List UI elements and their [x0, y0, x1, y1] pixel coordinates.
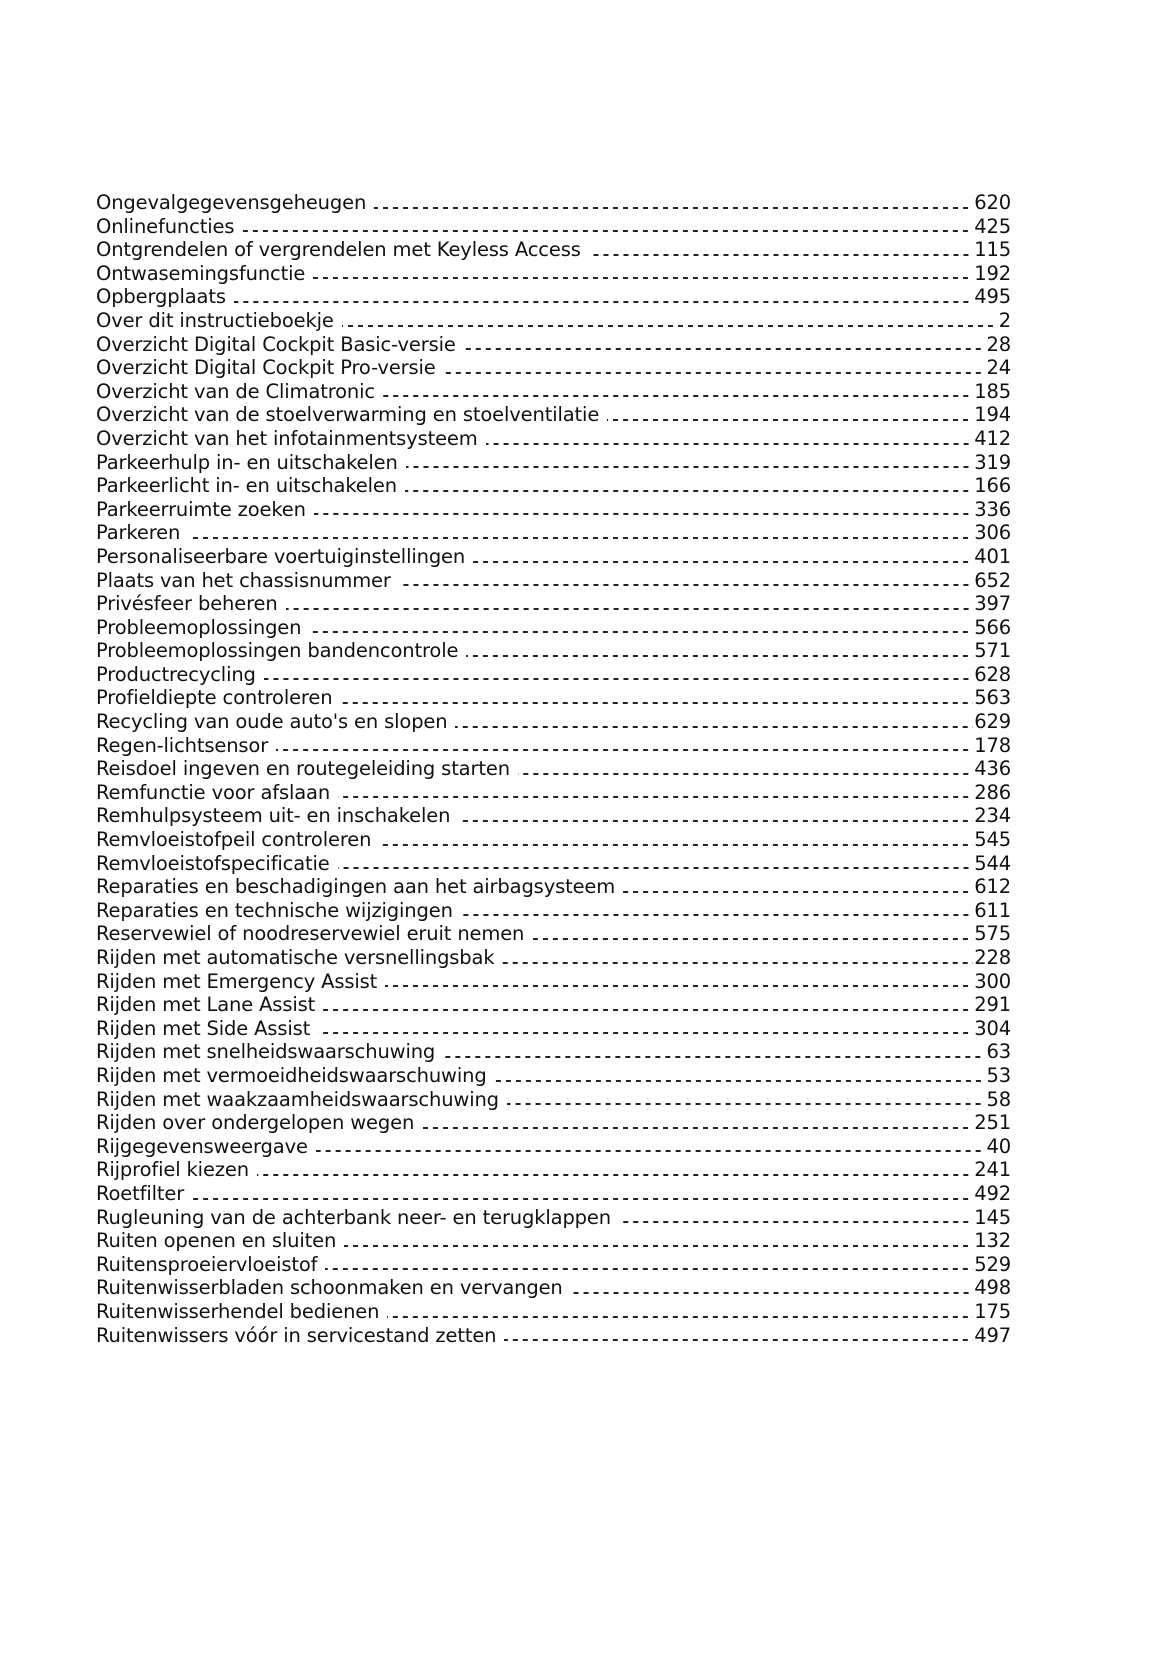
index-entry-label: Parkeerlicht in- en uitschakelen	[96, 474, 397, 498]
index-entry-page-number: 629	[974, 710, 1011, 734]
dot-leader	[257, 1174, 973, 1176]
dot-leader	[242, 230, 973, 232]
dot-leader	[385, 985, 973, 987]
index-entry[interactable]	[96, 852, 1011, 876]
index-entry-page-number: 304	[974, 1016, 1011, 1040]
index-entry-label: Rijden met automatische versnellingsbak	[96, 946, 495, 969]
index-entry-label: Ontgrendelen of vergrendelen met Keyless Access	[96, 238, 581, 262]
index-entry-label: Ongevalgegevensgeheugen	[96, 191, 367, 214]
dot-leader	[619, 1221, 973, 1223]
index-entry[interactable]	[96, 686, 1011, 710]
index-entry-page-number: 612	[974, 875, 1011, 899]
index-entry-label: Regen-lichtsensor	[96, 733, 269, 757]
index-entry[interactable]	[96, 1111, 1011, 1135]
index-entry-label: Ontwasemingsfunctie	[96, 261, 306, 285]
index-entry[interactable]	[96, 333, 1011, 357]
dot-leader	[323, 1009, 973, 1011]
index-entry-page-number: 234	[974, 804, 1011, 828]
index-entry-page-number: 286	[974, 780, 1011, 804]
index-entry[interactable]	[96, 569, 1011, 593]
index-entry-label: Personaliseerbare voertuiginstellingen	[96, 544, 466, 568]
index-entry-label: Rijden met vermoeidheidswaarschuwing	[96, 1063, 487, 1087]
dot-leader	[464, 348, 986, 350]
index-entry-page-number: 28	[986, 332, 1011, 356]
index-entry[interactable]	[96, 285, 1011, 309]
index-entry[interactable]	[96, 899, 1011, 923]
dot-leader	[495, 1080, 986, 1082]
index-entry[interactable]	[96, 215, 1011, 239]
index-entry[interactable]	[96, 1206, 1011, 1230]
index-entry[interactable]	[96, 781, 1011, 805]
dot-leader	[532, 938, 973, 940]
index-entry[interactable]	[96, 1158, 1011, 1182]
index-entry-label: Productrecycling	[96, 662, 256, 686]
index-entry[interactable]	[96, 521, 1011, 545]
index-entry-page-number: 166	[974, 474, 1011, 498]
index-entry[interactable]	[96, 616, 1011, 640]
dot-leader	[286, 608, 974, 610]
dot-leader	[406, 466, 973, 468]
index-entry[interactable]	[96, 663, 1011, 687]
index-entry[interactable]	[96, 1300, 1011, 1324]
index-entry-page-number: 58	[986, 1087, 1011, 1111]
index-entry[interactable]	[96, 970, 1011, 994]
index-entry-label: Over dit instructieboekje	[96, 308, 334, 332]
index-entry[interactable]	[96, 946, 1011, 970]
dot-leader	[466, 655, 973, 657]
index-entry[interactable]	[96, 1276, 1011, 1300]
index-entry[interactable]	[96, 1135, 1011, 1159]
index-entry-label: Remvloeistofspecificatie	[96, 851, 330, 875]
index-entry-label: Recycling van oude auto's en slopen	[96, 710, 448, 734]
index-entry-page-number: 497	[974, 1323, 1011, 1347]
index-entry[interactable]	[96, 1253, 1011, 1277]
index-entry-page-number: 652	[974, 568, 1011, 592]
dot-leader	[455, 726, 973, 728]
index-entry-page-number: 498	[974, 1276, 1011, 1300]
index-entry-label: Plaats van het chassisnummer	[96, 568, 391, 592]
dot-leader	[344, 1245, 973, 1247]
dot-leader	[318, 1032, 973, 1034]
index-entry-label: Remfunctie voor afslaan	[96, 780, 331, 804]
index-entry[interactable]	[96, 828, 1011, 852]
index-entry-label: Probleemoplossingen	[96, 615, 302, 639]
index-entry-label: Overzicht Digital Cockpit Basic-versie	[96, 332, 456, 356]
index-entry-label: Overzicht Digital Cockpit Pro-versie	[96, 356, 436, 380]
index-entry-page-number: 401	[974, 544, 1011, 568]
index-entry-page-number: 228	[974, 946, 1011, 969]
index-entry-page-number: 545	[974, 828, 1011, 852]
index-entry[interactable]	[96, 498, 1011, 522]
index-entry[interactable]	[96, 191, 1011, 215]
index-entry-page-number: 563	[974, 686, 1011, 710]
index-entry-page-number: 300	[974, 969, 1011, 993]
dot-leader	[504, 1339, 973, 1341]
index-entry-page-number: 575	[974, 922, 1011, 946]
dot-leader	[399, 584, 973, 586]
dot-leader	[383, 395, 973, 397]
index-entry[interactable]	[96, 451, 1011, 475]
index-entry[interactable]	[96, 804, 1011, 828]
index-entry-page-number: 145	[974, 1205, 1011, 1229]
index-entry-label: Ruitenwissers vóór in servicestand zetten	[96, 1323, 497, 1347]
index-entry[interactable]	[96, 262, 1011, 286]
dot-leader	[379, 844, 973, 846]
dot-leader	[589, 254, 973, 256]
index-entry-page-number: 611	[974, 898, 1011, 922]
index-entry[interactable]	[96, 757, 1011, 781]
dot-leader	[192, 1198, 973, 1200]
dot-leader	[623, 891, 973, 893]
index-entry[interactable]	[96, 710, 1011, 734]
dot-leader	[374, 207, 973, 209]
dot-leader	[461, 914, 973, 916]
index-entry-label: Rijden met Emergency Assist	[96, 969, 378, 993]
index-entry[interactable]	[96, 922, 1011, 946]
dot-leader	[444, 372, 986, 374]
index-entry-label: Ruitenwisserhendel bedienen	[96, 1299, 380, 1323]
dot-leader	[314, 513, 973, 515]
index-entry-page-number: 620	[974, 191, 1011, 214]
dot-leader	[338, 796, 973, 798]
index-entry-label: Reparaties en beschadigingen aan het airbagsysteem	[96, 875, 616, 899]
index-list	[96, 191, 1011, 1347]
index-entry-label: Rijden met Side Assist	[96, 1016, 311, 1040]
index-entry[interactable]	[96, 238, 1011, 262]
index-entry-page-number: 2	[998, 308, 1011, 332]
index-entry[interactable]	[96, 356, 1011, 380]
index-entry[interactable]	[96, 1017, 1011, 1041]
dot-leader	[443, 1056, 985, 1058]
dot-leader	[607, 419, 973, 421]
index-entry-page-number: 132	[974, 1229, 1011, 1253]
dot-leader	[234, 301, 973, 303]
index-entry-label: Overzicht van het infotainmentsysteem	[96, 426, 478, 450]
index-entry-label: Rijden over ondergelopen wegen	[96, 1111, 415, 1135]
dot-leader	[313, 277, 973, 279]
dot-leader	[338, 867, 974, 869]
index-entry-label: Profieldiepte controleren	[96, 686, 333, 710]
dot-leader	[316, 1150, 986, 1152]
index-entry-label: Rugleuning van de achterbank neer- en terugklappen	[96, 1205, 611, 1229]
index-entry-label: Probleemoplossingen bandencontrole	[96, 639, 459, 663]
index-entry-label: Ruitenwisserbladen schoonmaken en vervangen	[96, 1276, 563, 1300]
index-entry-label: Ruiten openen en sluiten	[96, 1229, 337, 1253]
index-entry-page-number: 529	[974, 1252, 1011, 1276]
index-entry-page-number: 425	[974, 214, 1011, 238]
index-entry-page-number: 336	[974, 497, 1011, 521]
index-entry-label: Ruitensproeiervloeistof	[96, 1252, 318, 1276]
index-entry-label: Overzicht van de Climatronic	[96, 379, 375, 403]
index-entry-label: Rijprofiel kiezen	[96, 1158, 249, 1182]
dot-leader	[502, 962, 973, 964]
index-entry[interactable]	[96, 1324, 1011, 1348]
index-entry-label: Privésfeer beheren	[96, 592, 278, 616]
dot-leader	[486, 443, 974, 445]
index-entry-page-number: 63	[986, 1040, 1011, 1064]
index-entry[interactable]	[96, 875, 1011, 899]
index-entry[interactable]	[96, 734, 1011, 758]
index-entry-label: Onlinefuncties	[96, 214, 235, 238]
index-entry[interactable]	[96, 1229, 1011, 1253]
dot-leader	[473, 561, 973, 563]
index-entry-page-number: 397	[974, 592, 1011, 616]
index-entry-label: Rijgegevensweergave	[96, 1134, 308, 1158]
index-entry[interactable]	[96, 1040, 1011, 1064]
index-entry[interactable]	[96, 639, 1011, 663]
dot-leader	[264, 678, 973, 680]
index-entry[interactable]	[96, 993, 1011, 1017]
dot-leader	[571, 1292, 974, 1294]
index-entry-label: Overzicht van de stoelverwarming en stoelventilatie	[96, 403, 600, 427]
index-entry-page-number: 436	[974, 757, 1011, 781]
dot-leader	[405, 490, 973, 492]
dot-leader	[387, 1316, 973, 1318]
index-entry-label: Remvloeistofpeil controleren	[96, 828, 372, 852]
index-entry-label: Parkeren	[96, 521, 181, 545]
index-entry-page-number: 192	[974, 261, 1011, 285]
dot-leader	[276, 749, 973, 751]
index-entry[interactable]	[96, 592, 1011, 616]
index-entry-label: Reservewiel of noodreservewiel eruit nemen	[96, 922, 525, 946]
index-entry-label: Reisdoel ingeven en routegeleiding starten	[96, 757, 510, 781]
index-entry[interactable]	[96, 1088, 1011, 1112]
index-entry[interactable]	[96, 309, 1011, 333]
index-entry-label: Rijden met snelheidswaarschuwing	[96, 1040, 436, 1064]
index-entry-label: Roetfilter	[96, 1181, 185, 1205]
index-entry-page-number: 115	[974, 238, 1011, 262]
index-entry-page-number: 40	[986, 1134, 1011, 1158]
index-entry-label: Reparaties en technische wijzigingen	[96, 898, 453, 922]
index-entry-page-number: 306	[974, 521, 1011, 545]
index-entry-label: Parkeerhulp in- en uitschakelen	[96, 450, 398, 474]
index-entry-page-number: 53	[986, 1063, 1011, 1087]
index-entry-page-number: 185	[974, 379, 1011, 403]
index-entry[interactable]	[96, 403, 1011, 427]
dot-leader	[507, 1103, 986, 1105]
dot-leader	[518, 773, 973, 775]
dot-leader	[309, 631, 973, 633]
index-entry-page-number: 628	[974, 662, 1011, 686]
index-entry-page-number: 241	[974, 1158, 1011, 1182]
index-entry[interactable]	[96, 1064, 1011, 1088]
index-entry[interactable]	[96, 380, 1011, 404]
dot-leader	[188, 537, 973, 539]
dot-leader	[325, 1268, 973, 1270]
index-entry-label: Opbergplaats	[96, 285, 226, 309]
dot-leader	[422, 1127, 973, 1129]
index-entry-page-number: 492	[974, 1181, 1011, 1205]
index-entry-page-number: 24	[986, 356, 1011, 380]
index-entry[interactable]	[96, 545, 1011, 569]
index-entry[interactable]	[96, 474, 1011, 498]
index-entry-label: Rijden met waakzaamheidswaarschuwing	[96, 1087, 499, 1111]
index-entry-page-number: 291	[974, 993, 1011, 1017]
index-entry-page-number: 412	[974, 426, 1011, 450]
index-entry-label: Remhulpsysteem uit- en inschakelen	[96, 804, 451, 828]
index-entry-label: Parkeerruimte zoeken	[96, 497, 306, 521]
dot-leader	[340, 702, 973, 704]
index-entry-label: Rijden met Lane Assist	[96, 993, 316, 1017]
index-entry-page-number: 495	[974, 285, 1011, 309]
index-entry-page-number: 178	[974, 733, 1011, 757]
index-entry-page-number: 251	[974, 1111, 1011, 1135]
index-entry-page-number: 319	[974, 450, 1011, 474]
index-entry-page-number: 175	[974, 1299, 1011, 1323]
index-entry[interactable]	[96, 427, 1011, 451]
dot-leader	[342, 325, 998, 327]
index-entry-page-number: 571	[974, 639, 1011, 663]
index-entry-page-number: 544	[974, 851, 1011, 875]
index-entry[interactable]	[96, 1182, 1011, 1206]
index-entry-page-number: 566	[974, 615, 1011, 639]
index-entry-page-number: 194	[974, 403, 1011, 427]
dot-leader	[458, 820, 973, 822]
